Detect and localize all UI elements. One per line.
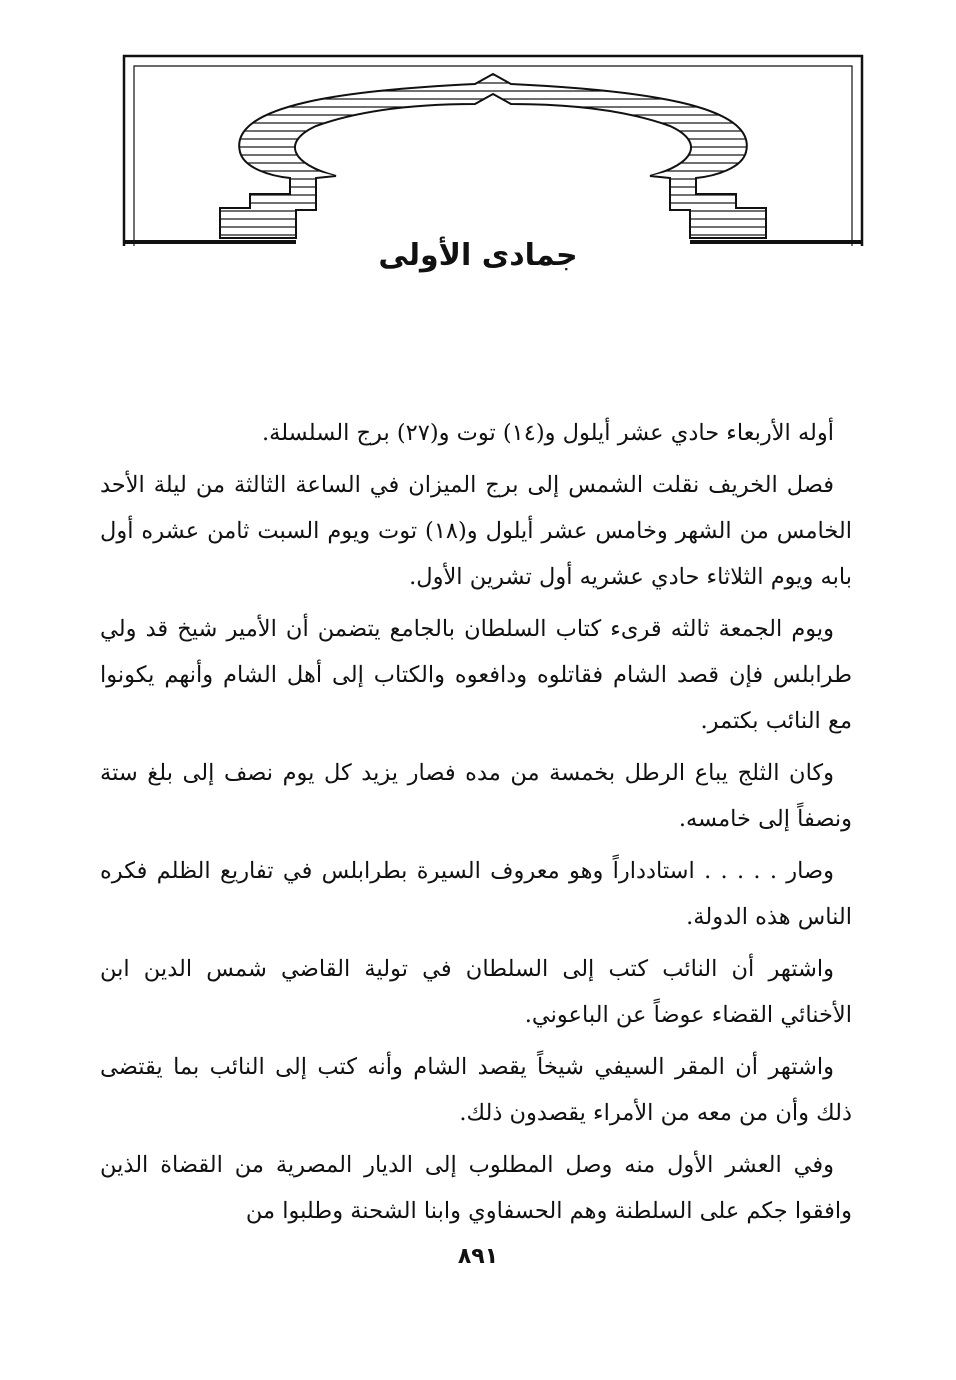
arch-band	[239, 74, 747, 176]
right-step-base	[650, 152, 766, 238]
paragraph: واشتهر أن المقر السيفي شيخاً يقصد الشام وأنه كتب إلى النائب بما يقتضى ذلك وأن من معه من الأمراء يقصدون ذلك.	[100, 1054, 852, 1126]
chapter-header-ornament	[120, 52, 866, 252]
paragraph: فصل الخريف نقلت الشمس إلى برج الميزان في الساعة الثالثة من ليلة الأحد الخامس من الشهر وخامس عشر أيلول و(١٨) توت ويوم السبت ثامن عشره أول بابه ويوم الثلاثاء حادي عشريه أول تشرين الأول.	[100, 472, 852, 590]
paragraph: وصار . . . . . استادداراً وهو معروف السيرة بطرابلس في تفاريع الظلم فكره الناس هذه الدولة.	[100, 858, 852, 930]
left-step-base	[220, 152, 336, 238]
paragraph: ويوم الجمعة ثالثه قرىء كتاب السلطان بالجامع يتضمن أن الأمير شيخ قد ولي طرابلس فإن قصد الشام فقاتلوه ودافعوه والكتاب إلى أهل الشام وأنهم يكونوا مع النائب بكتمر.	[100, 616, 852, 734]
page-number: ٨٩١	[457, 1244, 499, 1269]
body-text	[100, 410, 852, 1240]
paragraph: أوله الأربعاء حادي عشر أيلول و(١٤) توت و(٢٧) برج السلسلة.	[262, 420, 834, 446]
paragraph: وفي العشر الأول منه وصل المطلوب إلى الديار المصرية من القضاة الذين وافقوا جكم على السلطنة وهم الحسفاوي وابنا الشحنة وطلبوا من	[100, 1152, 852, 1224]
paragraph: وكان الثلج يباع الرطل بخمسة من مده فصار يزيد كل يوم نصف إلى بلغ ستة ونصفاً إلى خامسه.	[100, 760, 852, 832]
paragraph: واشتهر أن النائب كتب إلى السلطان في تولية القاضي شمس الدين ابن الأخنائي القضاء عوضاً عن الباعوني.	[100, 956, 852, 1028]
chapter-title: جمادى الأولى	[378, 238, 578, 273]
